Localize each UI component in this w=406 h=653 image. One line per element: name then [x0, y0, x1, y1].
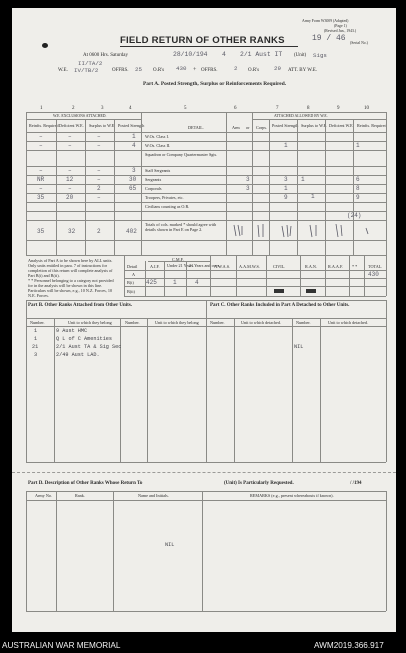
r4-c9: 6 [356, 176, 360, 183]
hdr-posted-right: Posted Strength [272, 123, 299, 128]
col-num-10: 10 [364, 106, 369, 111]
col-num-6: 6 [234, 106, 237, 111]
punch-hole-mark [42, 43, 48, 48]
hdr-corps: Corps. [256, 125, 268, 130]
part-d-title-mid: (Unit) Is Particularly Requested. [224, 481, 294, 486]
part-d-hdr-remarks: REMARKS (e.g., present whereabouts if known). [250, 493, 334, 498]
ana-hdr-total: TOTAL. [368, 264, 383, 269]
offrs-label: OFFRS. [112, 68, 129, 73]
r4-c4: 30 [129, 176, 137, 183]
r3-c2: – [68, 167, 72, 174]
r1-c1: – [39, 142, 43, 149]
col-num-9: 9 [337, 106, 340, 111]
unit-label: (Unit) [294, 53, 307, 58]
return-year-digit: 4 [222, 51, 226, 58]
ana-row-bi-label: B(i) [127, 280, 134, 285]
return-date: 28/10/194 [173, 51, 208, 58]
r3-c3: – [97, 167, 101, 174]
r6-c2: 20 [66, 194, 74, 201]
r3-c1: – [39, 167, 43, 174]
col-num-4: 4 [129, 106, 132, 111]
part-b-row4-unit: 2/49 Aust LAD. [56, 352, 100, 358]
col-num-3: 3 [101, 106, 104, 111]
r8-c1: 35 [37, 228, 45, 235]
part-d-hdr-name: Name and Initials. [138, 493, 169, 498]
part-a-title: Part A. Posted Strength, Surplus or Reinforcements Required. [143, 81, 287, 87]
we-exclusions-header: W.E. EXCLUSIONS ATTACHED. [53, 114, 107, 118]
ran-redaction-block [306, 289, 316, 293]
plus-sign: + [193, 67, 197, 73]
r6-c3: – [97, 194, 101, 201]
cmf-label: C.M.F. [172, 257, 184, 262]
part-c-hdr-unit-2: Unit to which detached. [328, 320, 369, 325]
r0-c4: 1 [132, 133, 136, 140]
col-num-5: 5 [184, 106, 187, 111]
form-title: FIELD RETURN OF OTHER RANKS [120, 35, 285, 46]
part-b-hdr-number-2: Number. [125, 320, 140, 325]
ana-hdr-detail: Detail [127, 264, 138, 269]
hdr-reinfts-left: Reinfts. Required [29, 123, 59, 128]
offrs-label-2: OFFRS. [201, 68, 218, 73]
hdr-arm: Arm [232, 125, 240, 130]
hdr-surplus-right: Surplus to W.E. [301, 123, 328, 128]
we-value-b: IV/TB/2 [74, 67, 99, 74]
r0-c1: – [39, 133, 43, 140]
r3-c4: 3 [132, 167, 136, 174]
part-b-row2-unit: Q L of C Amenities [56, 336, 113, 342]
or-value: 430 [176, 65, 187, 72]
r5-c9: 8 [356, 185, 360, 192]
r7-c9: (24) [347, 212, 362, 219]
hdr-deficient-left: Deficient W.E. [59, 123, 84, 128]
row-detail-wo1: W.Os. Class I. [145, 134, 169, 139]
r4-c1: NR [37, 176, 45, 183]
r4-c6: 3 [246, 176, 250, 183]
r8-c3: 2 [97, 228, 101, 235]
r1-c3: – [97, 142, 101, 149]
part-b-row1-number: 1 [34, 328, 38, 334]
r6-c9: 9 [356, 194, 360, 201]
row-detail-civ: Civilians counting as O.R. [145, 204, 190, 209]
serial-label: (Serial No.) [350, 41, 368, 45]
r1-c2: – [68, 142, 72, 149]
part-d-hdr-rank: Rank. [75, 493, 85, 498]
revised-label: (Revised Jan., 1943.) [324, 29, 357, 33]
row-detail-ssgt: Staff Sergeants [145, 168, 171, 173]
r5-c1: – [39, 185, 43, 192]
ana-row-bi-u21: 1 [173, 279, 177, 286]
analysis-note: Analysis of Part A to be shown here by ALL units. Only units entitled in para. 7 of instructions for completion of this return will complete analysis of Part B(i) and B(ii). [28, 258, 113, 279]
part-c-hdr-number-2: Number. [296, 320, 311, 325]
ana-row-a-total: 430 [368, 271, 379, 278]
unit-suffix: Sigs [313, 52, 327, 59]
hdr-or: or [246, 125, 250, 130]
col-num-1: 1 [40, 106, 43, 111]
we-label-b: W.E. [58, 68, 68, 73]
or-value-2: 29 [274, 65, 281, 72]
personnel-note: * * Personnel belonging to a category not provided for in the analysis will be shown in this line. Particulars will be shown, e.g., 10 N.Z. Forces, 10 N.E. Forces. [28, 278, 114, 299]
r5-c7: 1 [284, 185, 288, 192]
r1-c9: 1 [356, 142, 360, 149]
ana-row-bi-o21: 4 [195, 279, 199, 286]
ana-row-a-label: A [132, 272, 136, 277]
form-sheet [12, 8, 396, 632]
or-label: O.R's [153, 68, 165, 73]
part-c-hdr-unit-1: Unit to which detached. [241, 320, 282, 325]
r8-c2: 32 [68, 228, 76, 235]
army-form-label: Army Form W3009 (Adapted) [302, 19, 349, 23]
r0-c3: – [97, 133, 101, 140]
r5-c6: 3 [246, 185, 250, 192]
unit-name: 2/1 Aust IT [240, 51, 283, 58]
or-label-2: O.R's [248, 68, 260, 73]
part-c-nil: NIL [294, 344, 304, 350]
row-detail-cpl: Corporals [145, 186, 162, 191]
hdr-reinfts-right: Reinfts. Required [357, 123, 387, 128]
archive-footer-bar [0, 641, 406, 653]
serial-number: 19 / 46 [312, 34, 346, 43]
part-b-hdr-number-1: Number. [30, 320, 45, 325]
row-detail-wo2: W.Os. Class II. [145, 143, 171, 148]
part-b-row3-unit: 2/1 Aust TA & Sig Sec [56, 344, 122, 350]
hdr-detail: DETAIL. [188, 125, 204, 130]
row-detail-sgt: Sergeants [145, 177, 162, 182]
part-b-row4-number: 3 [34, 352, 38, 358]
r8-c4: 402 [126, 228, 137, 235]
part-d-hdr-army-no: Army No. [35, 493, 52, 498]
footer-right-text: AWM2019.366.917 [314, 641, 384, 650]
ana-hdr-raaf: R.A.A.F. [328, 264, 344, 269]
offrs-value-2: 2 [234, 65, 238, 72]
ana-hdr-civil: CIVIL. [273, 264, 286, 269]
offrs-value: 25 [135, 66, 142, 73]
hdr-surplus-left: Surplus to W.E. [89, 123, 116, 128]
ana-hdr-o21: 21 Years and over. [189, 263, 220, 268]
col-num-8: 8 [307, 106, 310, 111]
r4-c8: 1 [301, 176, 305, 183]
att-by-we-label: ATT. BY W.E. [288, 68, 318, 73]
r4-c7: 3 [284, 176, 288, 183]
part-c-hdr-number-1: Number. [210, 320, 225, 325]
row-detail-cqms: Squadron or Company Quartermaster Sgts. [145, 152, 218, 157]
r5-c8: 1 [311, 193, 315, 200]
col-num-2: 2 [72, 106, 75, 111]
handwritten-totals-marks [230, 222, 380, 240]
ana-hdr-awas: A.W.A.S. [214, 264, 231, 269]
page-label: (Page 1) [334, 24, 347, 28]
ana-hdr-ran: R.A.N. [305, 264, 317, 269]
ana-hdr-aif: A.I.F. [150, 264, 160, 269]
ana-hdr-aamws: A.A.M.W.S. [239, 264, 260, 269]
part-d-title: Part D. Description of Other Ranks Whose Return To [28, 481, 143, 486]
r5-c4: 65 [129, 185, 137, 192]
r5-c2: – [68, 185, 72, 192]
we-value-a: II/TA/2 [78, 60, 103, 67]
r4-c2: 12 [66, 176, 74, 183]
ana-hdr-u21: Under 21 Years. [167, 263, 194, 268]
part-d-title-date: / /194 [350, 481, 362, 486]
part-b-hdr-unit-1: Unit to which they belong [68, 320, 112, 325]
row-detail-totals: Totals of cols. marked * should agree with details shown in Part E on Page 2. [145, 222, 217, 232]
part-d-nil: NIL [165, 542, 175, 548]
r1-c4: 4 [132, 142, 136, 149]
part-b-row1-unit: 9 Aust HMC [56, 328, 88, 334]
ana-row-bi-aif: 425 [146, 279, 157, 286]
part-b-title: Part B. Other Ranks Attached from Other Units. [28, 303, 133, 308]
part-b-hdr-unit-2: Unit to which they belong [155, 320, 199, 325]
civil-redaction-block [274, 289, 284, 293]
at-hours-label: At 0600 Hrs. Saturday [83, 53, 128, 58]
row-detail-pte: Troopers, Privates, etc. [145, 195, 184, 200]
hdr-posted-left: Posted Strength [118, 123, 145, 128]
title-underline [120, 46, 298, 47]
ana-row-bii-label: B(ii) [127, 289, 135, 294]
part-b-row3-number: 21 [32, 344, 39, 350]
r4-c3: – [97, 176, 101, 183]
hdr-deficient-right: Deficient W.E. [329, 123, 354, 128]
col-num-7: 7 [276, 106, 279, 111]
r6-c1: 35 [37, 194, 45, 201]
r6-c7: 9 [284, 194, 288, 201]
r0-c2: – [68, 133, 72, 140]
footer-left-text: AUSTRALIAN WAR MEMORIAL [2, 641, 121, 650]
attached-allowed-header: ATTACHED ALLOWED BY W.E. [274, 114, 328, 118]
r1-c7: 1 [284, 142, 288, 149]
ana-hdr-star: * * [352, 264, 358, 269]
part-c-title: Part C. Other Ranks Included in Part A Detached to Other Units. [210, 303, 350, 308]
r5-c3: 2 [97, 185, 101, 192]
perforation-line [12, 472, 396, 473]
part-b-row2-number: 1 [34, 336, 38, 342]
